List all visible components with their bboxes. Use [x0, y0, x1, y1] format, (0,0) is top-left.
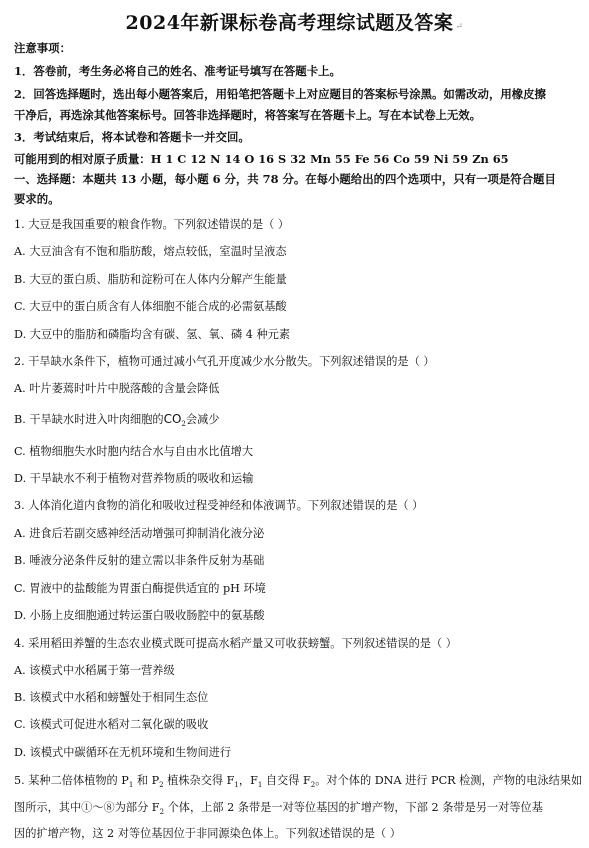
q1-option-b: B. 大豆的蛋白质、脂肪和淀粉可在人体内分解产生能量 — [14, 273, 287, 286]
q3-option-d: D. 小肠上皮细胞通过转运蛋白吸收肠腔中的氨基酸 — [14, 609, 265, 622]
q1-option-d: D. 大豆中的脂肪和磷脂均含有碳、氢、氧、磷 4 种元素 — [14, 328, 291, 341]
notice-item-1: 1．答卷前，考生务必将自己的姓名、准考证号填写在答题卡上。 — [14, 64, 341, 78]
notice-item-2-cont: 干净后，再选涂其他答案标号。回答非选择题时，将答案写在答题卡上。写在本试卷上无效。 — [14, 108, 482, 122]
q2-option-d: D. 干旱缺水不利于植物对营养物质的吸收和运输 — [14, 472, 254, 485]
q5-line-2: 图所示，其中①～⑧为部分 $F_2$ 个体，上部 2 条带是一对等位基因的扩增产物，下部 2 条带是另一对等位基 — [14, 801, 543, 817]
q1-stem: 1. 大豆是我国重要的粮食作物。下列叙述错误的是（ ） — [14, 218, 290, 231]
q4-option-b: B. 该模式中水稻和螃蟹处于相同生态位 — [14, 691, 209, 704]
atomic-masses: 可能用到的相对原子质量：H 1 C 12 N 14 O 16 S 32 Mn 55 Fe 56 Co 59 Ni 59 Zn 65 — [14, 152, 509, 166]
notice-item-3: 3．考试结束后，将本试卷和答题卡一并交回。 — [14, 130, 250, 144]
q2-option-a: A. 叶片萎蔫时叶片中脱落酸的含量会降低 — [14, 382, 220, 395]
section-heading: 一、选择题：本题共 13 小题，每小题 6 分，共 78 分。在每小题给出的四个选项中，只有一项是符合题目 — [14, 172, 556, 186]
q3-option-a: A. 进食后若副交感神经活动增强可抑制消化液分泌 — [14, 527, 265, 540]
q5-line-1: 5. 某种二倍体植物的 $P_1$ 和 $P_2$ 植株杂交得 $F_1$，$F_1$ 自交得 $F_2$。对个体的 DNA 进行 PCR 检测，产物的电泳结果如 — [14, 774, 583, 790]
q1-option-a: A. 大豆油含有不饱和脂肪酸，熔点较低，室温时呈液态 — [14, 245, 287, 258]
q2-option-c: C. 植物细胞失水时胞内结合水与自由水比值增大 — [14, 445, 254, 458]
section-heading-cont: 要求的。 — [14, 192, 60, 206]
notice-item-2: 2．回答选择题时，选出每小题答案后，用铅笔把答题卡上对应题目的答案标号涂黑。如需改动，用橡皮擦 — [14, 87, 546, 101]
q4-option-c: C. 该模式可促进水稻对二氧化碳的吸收 — [14, 718, 209, 731]
q4-stem: 4. 采用稻田养蟹的生态农业模式既可提高水稻产量又可收获螃蟹。下列叙述错误的是（ ） — [14, 637, 457, 650]
notice-heading: 注意事项： — [14, 41, 71, 55]
q1-option-c: C. 大豆中的蛋白质含有人体细胞不能合成的必需氨基酸 — [14, 300, 287, 313]
q3-stem: 3. 人体消化道内食物的消化和吸收过程受神经和体液调节。下列叙述错误的是（ ） — [14, 499, 424, 512]
q2-stem: 2. 干旱缺水条件下，植物可通过减小气孔开度减少水分散失。下列叙述错误的是（ ） — [14, 355, 435, 368]
q3-option-c: C. 胃液中的盐酸能为胃蛋白酶提供适宜的 pH 环境 — [14, 582, 266, 595]
q4-option-d: D. 该模式中碳循环在无机环境和生物间进行 — [14, 746, 232, 759]
page-title: 2024年新课标卷高考理综试题及答案 ↵ — [125, 12, 464, 34]
paragraph-mark-icon: ↵ — [455, 22, 464, 32]
q3-option-b: B. 唾液分泌条件反射的建立需以非条件反射为基础 — [14, 554, 265, 567]
q2-option-b: B. 干旱缺水时进入叶肉细胞的$CO_2$会减少 — [14, 412, 220, 429]
q5-line-3: 因的扩增产物，这 2 对等位基因位于非同源染色体上。下列叙述错误的是（ ） — [14, 827, 401, 840]
q4-option-a: A. 该模式中水稻属于第一营养级 — [14, 664, 175, 677]
